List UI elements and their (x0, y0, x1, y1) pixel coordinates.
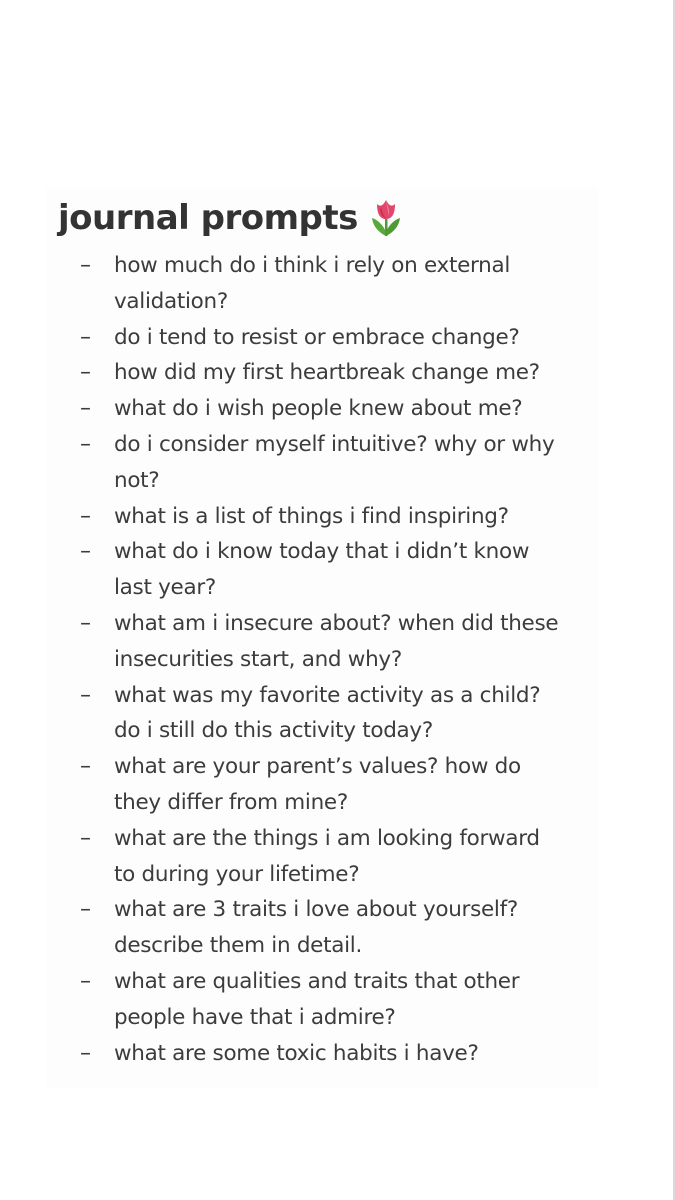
prompt-text: what are 3 traits i love about yourself? describe them in detail. (114, 897, 518, 959)
bullet-dash: – (80, 539, 91, 565)
bullet-dash: – (80, 503, 91, 529)
prompt-item (80, 1036, 600, 1072)
bullet-dash: – (80, 324, 91, 350)
title-row (58, 195, 402, 241)
prompt-item (80, 248, 600, 320)
bullet-dash: – (80, 431, 91, 457)
prompt-item (80, 749, 600, 821)
prompt-text: what am i insecure about? when did these insecurities start, and why? (114, 610, 559, 672)
prompt-text: what is a list of things i find inspiring? (114, 503, 509, 529)
prompt-text: what are qualities and traits that other people have that i admire? (114, 968, 520, 1030)
bullet-dash: – (80, 825, 91, 851)
prompt-item (80, 391, 600, 427)
prompt-item (80, 606, 600, 678)
bullet-dash: – (80, 360, 91, 386)
prompt-item (80, 355, 600, 391)
prompt-text: what are the things i am looking forward to during your lifetime? (114, 825, 540, 887)
prompt-item (80, 320, 600, 356)
prompt-text: how did my first heartbreak change me? (114, 360, 540, 386)
prompt-text: what do i know today that i didn’t know last year? (114, 539, 530, 601)
bullet-dash: – (80, 897, 91, 923)
prompt-text: do i tend to resist or embrace change? (114, 324, 520, 350)
prompt-text: what do i wish people knew about me? (114, 396, 523, 422)
prompt-text: do i consider myself intuitive? why or why not? (114, 431, 555, 493)
bullet-dash: – (80, 396, 91, 422)
prompt-item (80, 678, 600, 750)
prompt-text: what are your parent’s values? how do they differ from mine? (114, 754, 521, 815)
prompt-text: what was my favorite activity as a child? do i still do this activity today? (114, 682, 541, 744)
tulip-icon (370, 198, 402, 238)
prompt-text: how much do i think i rely on external validation? (114, 253, 511, 314)
prompt-list (80, 248, 600, 1071)
prompt-item (80, 821, 600, 893)
bullet-dash: – (80, 968, 91, 994)
bullet-dash: – (80, 1040, 91, 1066)
bullet-dash: – (80, 682, 91, 708)
page-title: journal prompts (58, 198, 358, 238)
bullet-dash: – (80, 253, 91, 278)
prompt-item (80, 534, 600, 606)
bullet-dash: – (80, 610, 91, 636)
prompt-item (80, 892, 600, 964)
prompt-item (80, 964, 600, 1036)
prompt-item (80, 427, 600, 499)
prompt-text: what are some toxic habits i have? (114, 1040, 479, 1066)
bullet-dash: – (80, 754, 91, 780)
prompt-item (80, 499, 600, 535)
